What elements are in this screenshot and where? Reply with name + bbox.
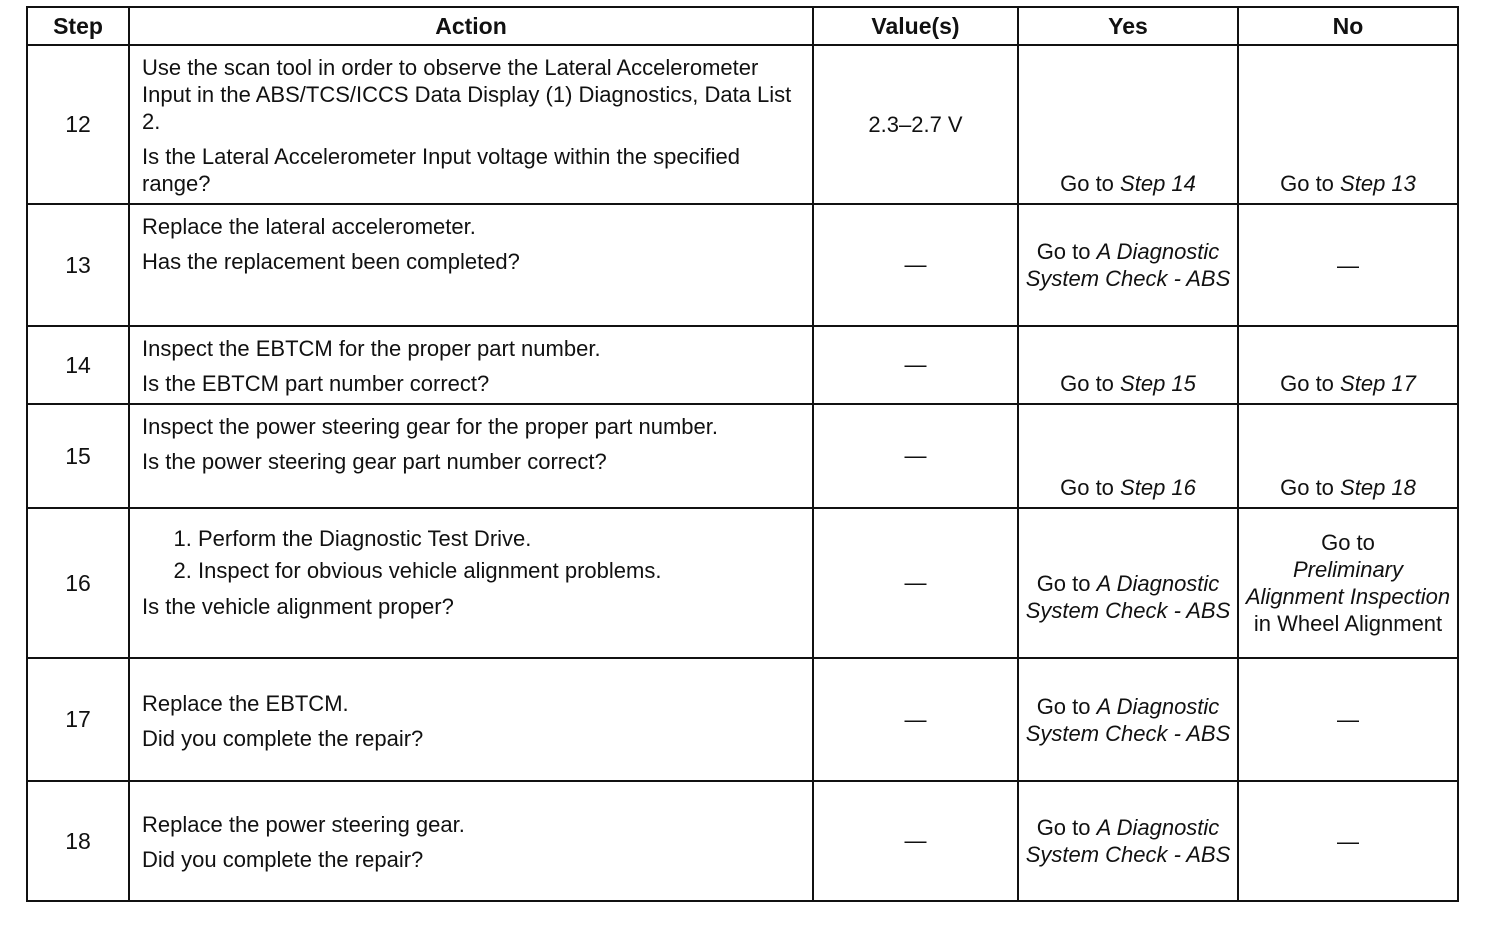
table-row-step-12 (27, 45, 1458, 204)
table-row-step-17 (27, 658, 1458, 781)
action-text: Replace the lateral accelerometer. (142, 214, 476, 239)
step-number: 15 (27, 404, 129, 508)
action-text: Use the scan tool in order to observe the Lateral Accelerometer Input in the ABS/TCS/ICCS Data Display (1) Diagnostics, Data List 2. (142, 55, 792, 134)
header-no: No (1238, 7, 1458, 45)
yes-ref-link[interactable]: A Diagnostic System Check - ABS (1025, 571, 1231, 623)
yes-prefix: Go to (1036, 239, 1091, 264)
no-ref-link[interactable]: Step 18 (1340, 475, 1416, 500)
no-prefix: Go to (1280, 475, 1334, 500)
step-number: 18 (27, 781, 129, 901)
yes-ref-link[interactable]: Step 14 (1120, 171, 1196, 196)
yes-cell (1018, 326, 1238, 404)
question-text: Did you complete the repair? (142, 725, 424, 751)
question-text: Is the vehicle alignment proper? (142, 594, 454, 619)
value-cell: — (813, 204, 1018, 326)
yes-cell (1018, 204, 1238, 326)
question-text: Is the power steering gear part number correct? (142, 449, 607, 474)
no-prefix: Go to (1280, 171, 1334, 196)
substep-item: 1. Perform the Diagnostic Test Drive. (198, 523, 802, 555)
yes-cell (1018, 781, 1238, 901)
question-text: Did you complete the repair? (142, 847, 424, 872)
table-row-step-16 (27, 508, 1458, 658)
no-cell (1238, 508, 1458, 658)
question-text: Is the Lateral Accelerometer Input voltage within the specified range? (142, 144, 741, 196)
header-step: Step (27, 7, 129, 45)
action-cell (129, 326, 813, 404)
yes-cell (1018, 508, 1238, 658)
header-action: Action (129, 7, 813, 45)
action-text: Inspect the power steering gear for the proper part number. (142, 414, 718, 439)
value-cell: — (813, 326, 1018, 404)
no-prefix: Go to (1321, 530, 1375, 555)
action-cell (129, 404, 813, 508)
diagnostic-table (26, 6, 1459, 902)
no-cell: — (1238, 781, 1458, 901)
no-cell (1238, 326, 1458, 404)
yes-prefix: Go to (1036, 571, 1091, 596)
header-values: Value(s) (813, 7, 1018, 45)
action-text: Inspect the EBTCM for the proper part number. (142, 336, 601, 361)
substep-item: 2. Inspect for obvious vehicle alignment problems. (198, 555, 802, 587)
no-cell: — (1238, 204, 1458, 326)
yes-cell (1018, 45, 1238, 204)
substep-list (142, 523, 802, 587)
yes-ref-link[interactable]: Step 16 (1120, 475, 1196, 500)
yes-prefix: Go to (1060, 371, 1114, 396)
no-cell (1238, 404, 1458, 508)
value-cell: — (813, 508, 1018, 658)
value-cell: — (813, 781, 1018, 901)
value-cell: — (813, 404, 1018, 508)
yes-prefix: Go to (1036, 815, 1091, 840)
action-cell (129, 45, 813, 204)
action-cell (129, 204, 813, 326)
value-cell: 2.3–2.7 V (813, 45, 1018, 204)
no-cell: — (1238, 658, 1458, 781)
yes-ref-link[interactable]: Step 15 (1120, 371, 1196, 396)
header-yes: Yes (1018, 7, 1238, 45)
table-row-step-15 (27, 404, 1458, 508)
table-row-step-18 (27, 781, 1458, 901)
question-text: Has the replacement been completed? (142, 249, 520, 274)
step-number: 12 (27, 45, 129, 204)
no-suffix: in Wheel Alignment (1253, 611, 1443, 636)
step-number: 14 (27, 326, 129, 404)
yes-prefix: Go to (1060, 171, 1114, 196)
step-number: 13 (27, 204, 129, 326)
action-text: Replace the EBTCM. (142, 690, 349, 716)
action-cell (129, 508, 813, 658)
action-text: Replace the power steering gear. (142, 812, 465, 837)
table-row-step-13 (27, 204, 1458, 326)
no-prefix: Go to (1280, 371, 1334, 396)
action-cell (129, 781, 813, 901)
yes-ref-link[interactable]: A Diagnostic System Check - ABS (1025, 693, 1231, 746)
step-number: 16 (27, 508, 129, 658)
no-cell (1238, 45, 1458, 204)
question-text: Is the EBTCM part number correct? (142, 371, 490, 396)
action-cell (129, 658, 813, 781)
yes-cell (1018, 658, 1238, 781)
no-ref-link[interactable]: Preliminary Alignment Inspection (1245, 557, 1451, 609)
table-row-step-14 (27, 326, 1458, 404)
no-ref-link[interactable]: Step 17 (1340, 371, 1416, 396)
value-cell: — (813, 658, 1018, 781)
yes-ref-link[interactable]: A Diagnostic System Check - ABS (1025, 815, 1231, 867)
no-ref-link[interactable]: Step 13 (1340, 171, 1416, 196)
step-number: 17 (27, 658, 129, 781)
yes-prefix: Go to (1036, 693, 1091, 719)
header-row (27, 7, 1458, 45)
yes-cell (1018, 404, 1238, 508)
yes-ref-link[interactable]: A Diagnostic System Check - ABS (1025, 239, 1231, 291)
yes-prefix: Go to (1060, 475, 1114, 500)
